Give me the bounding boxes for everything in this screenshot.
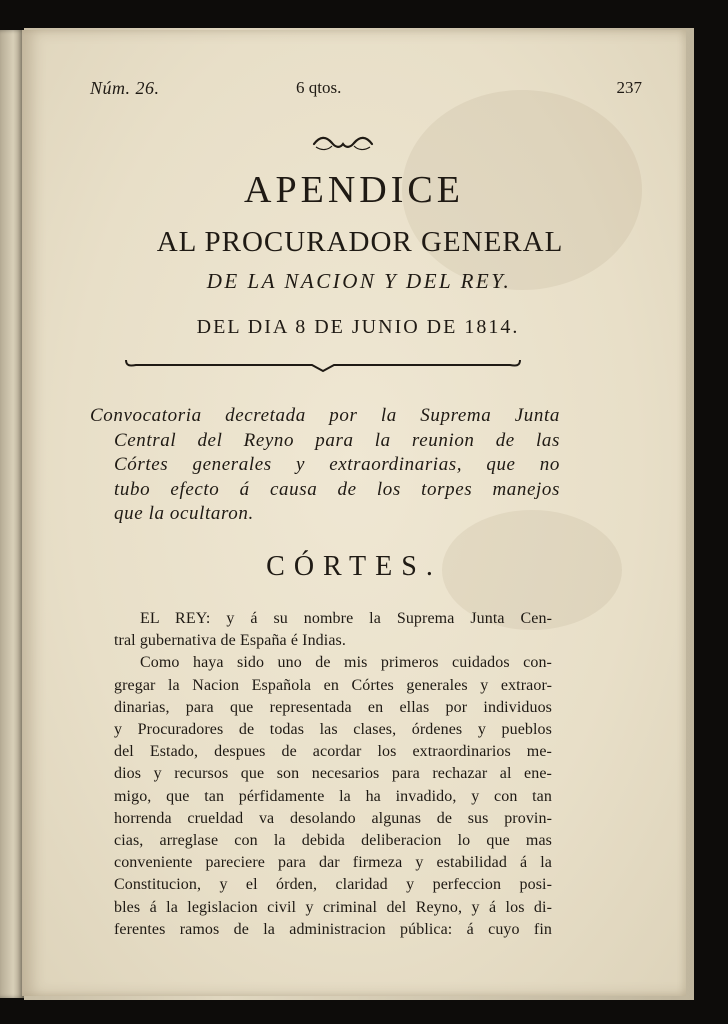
decree-text [114,608,552,941]
summary-line: que la ocultaron. [114,503,254,524]
running-head [90,78,642,108]
summary-paragraph [90,404,560,527]
body-line: gregar la Nacion Española en Córtes generales y extraor- [114,676,552,694]
printed-page [22,30,686,996]
body-line: cias, arreglase con la debida deliberacion lo que mas [114,832,552,850]
body-line: EL REY: y á su nombre la Suprema Junta Cen- [140,610,552,627]
body-line: conveniente pareciere para dar firmeza y estabilidad á la [114,854,552,872]
title-sub: AL PROCURADOR GENERAL [156,226,564,258]
body-line: dios y recursos que son necesarios para rechazar al ene- [114,765,552,783]
body-line: migo, que tan pérfidamente la ha invadido, y con tan [114,787,552,805]
body-line: Constitucion, y el órden, claridad y perfeccion posi- [114,876,552,894]
page-number: 237 [616,78,642,97]
title-dedication: DE LA NACION Y DEL REY. [206,269,512,293]
issue-number: Núm. 26. [90,78,160,98]
facing-page-edge [0,30,24,998]
summary-line: Convocatoria decretada por la Suprema Junta [90,405,560,426]
flourish-ornament-icon [312,134,374,154]
summary-line: Córtes generales y extraordinarias, que no [114,454,560,475]
body-line: y Procuradores de todas las clases, órdenes y pueblos [114,721,552,739]
body-line: ferentes ramos de la administracion pública: á cuyo fin [114,920,552,938]
body-line: tral gubernativa de España é Indias. [114,632,346,650]
body-line: bles á la legislacion civil y criminal del Reyno, y á los di- [114,898,552,916]
summary-line: tubo efecto á causa de los torpes manejos [114,478,560,500]
issue-date: DEL DIA 8 DE JUNIO DE 1814. [196,316,520,338]
body-line: Como haya sido uno de mis primeros cuidados con- [140,654,552,672]
title-main: APENDICE [244,169,464,211]
ornamental-rule-icon [122,354,524,376]
body-line: dinarias, para que representada en ellas por individuos [114,698,552,716]
summary-line: Central del Reyno para la reunion de las [114,429,560,451]
section-heading: CÓRTES. [266,551,442,582]
body-line: del Estado, despues de acordar los extraordinarios me- [114,743,552,761]
quire-count: 6 qtos. [296,78,342,97]
body-line: horrenda crueldad va desolando algunas de sus provin- [114,809,552,827]
